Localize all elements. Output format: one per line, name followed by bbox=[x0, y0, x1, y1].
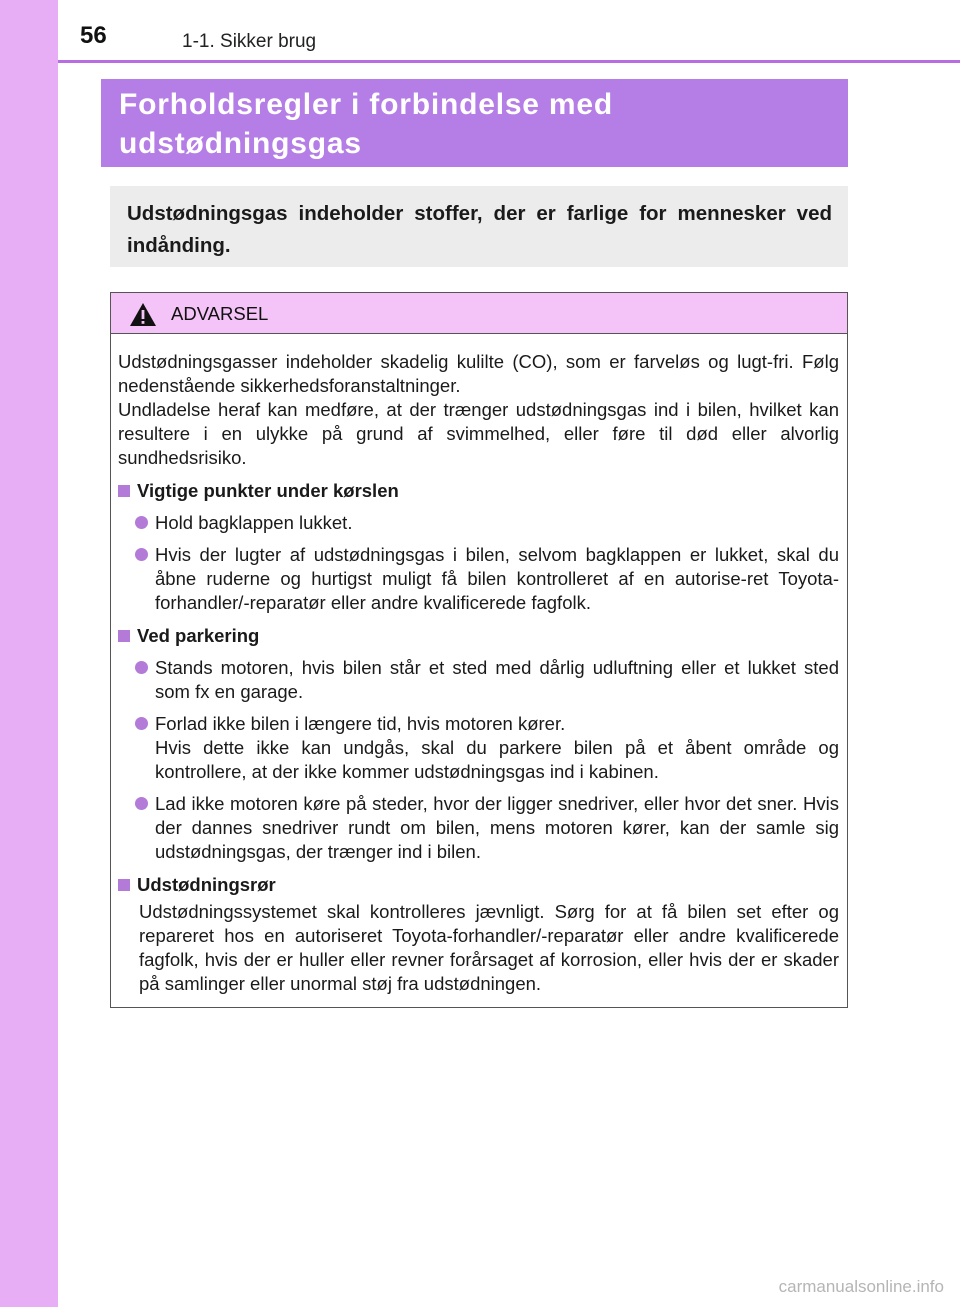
list-item-text: Lad ikke motoren køre på steder, hvor der ligger snedriver, eller hvor det sner. Hvis der dannes snedriver rundt om bilen, mens motoren kører, kan der samle sig udstødningsgas, der trænger ind i bilen. bbox=[155, 793, 839, 862]
warning-paragraph: Udstødningsgasser indeholder skadelig kulilte (CO), som er farveløs og lugt-fri. Følg nedenstående sikkerhedsforanstaltninger. bbox=[118, 351, 839, 396]
section-title-line-2: udstødningsgas bbox=[119, 127, 362, 160]
section-heading-text: Udstødningsrør bbox=[137, 874, 276, 895]
section-paragraph: Udstødningssystemet skal kontrolleres jævnligt. Sørg for at få bilen set efter og repareret hos en autoriseret Toyota-forhandler/-reparatør eller andre kvalificerede fagfolk, hvis der er huller eller revner forårsaget af korrosion, eller hvis der er skader på samlinger eller unormal støj fra udstødningen. bbox=[139, 901, 839, 994]
section-title-line-1: Forholdsregler i forbindelse med bbox=[119, 88, 614, 121]
warning-body bbox=[111, 334, 847, 996]
list-item bbox=[118, 792, 839, 864]
watermark: carmanualsonline.info bbox=[778, 1277, 944, 1296]
square-bullet-icon bbox=[118, 879, 130, 891]
round-bullet-icon bbox=[135, 797, 148, 810]
list-item bbox=[118, 712, 839, 784]
section-heading-text: Vigtige punkter under kørslen bbox=[137, 480, 399, 501]
intro-box bbox=[110, 186, 848, 267]
list-item bbox=[118, 543, 839, 615]
list-item bbox=[118, 511, 839, 535]
list-item-text-group bbox=[155, 712, 839, 784]
warning-box bbox=[110, 292, 848, 1008]
intro-text: Udstødningsgas indeholder stoffer, der er farlige for mennesker ved indånding. bbox=[127, 202, 832, 257]
warning-label: ADVARSEL bbox=[171, 303, 269, 324]
list-item-continuation: Hvis dette ikke kan undgås, skal du parkere bilen på et åbent område og kontrollere, at der ikke kommer udstødningsgas ind i kabinen. bbox=[155, 737, 839, 782]
section-heading bbox=[118, 624, 839, 648]
list-item-text: Hold bagklappen lukket. bbox=[155, 512, 353, 533]
header-divider bbox=[58, 60, 960, 63]
round-bullet-icon bbox=[135, 516, 148, 529]
breadcrumb: 1-1. Sikker brug bbox=[182, 31, 317, 52]
list-item-text: Stands motoren, hvis bilen står et sted med dårlig udluftning eller et lukket sted som fx en garage. bbox=[155, 657, 839, 702]
page-number: 56 bbox=[80, 22, 107, 49]
list-item-text: Forlad ikke bilen i længere tid, hvis motoren kører. bbox=[155, 713, 566, 734]
square-bullet-icon bbox=[118, 485, 130, 497]
list-item-text: Hvis der lugter af udstødningsgas i bilen, selvom bagklappen er lukket, skal du åbne ruderne og hurtigst muligt få bilen kontrolleret af en autorise-ret Toyota-forhandler/-reparatør eller andre kvalificerede fagfolk. bbox=[155, 544, 839, 613]
section-heading bbox=[118, 479, 839, 503]
warning-paragraph: Undladelse heraf kan medføre, at der trænger udstødningsgas ind i bilen, hvilket kan resultere i en ulykke på grund af svimmelhed, eller føre til død eller alvorlig sundhedsrisiko. bbox=[118, 399, 839, 468]
section-heading bbox=[118, 873, 839, 897]
section-heading-text: Ved parkering bbox=[137, 625, 260, 646]
warning-triangle-icon bbox=[129, 302, 157, 327]
list-item bbox=[118, 656, 839, 704]
round-bullet-icon bbox=[135, 717, 148, 730]
section-title-box bbox=[101, 79, 848, 167]
side-color-strip bbox=[0, 0, 58, 1307]
square-bullet-icon bbox=[118, 630, 130, 642]
warning-header bbox=[111, 293, 847, 334]
round-bullet-icon bbox=[135, 548, 148, 561]
round-bullet-icon bbox=[135, 661, 148, 674]
